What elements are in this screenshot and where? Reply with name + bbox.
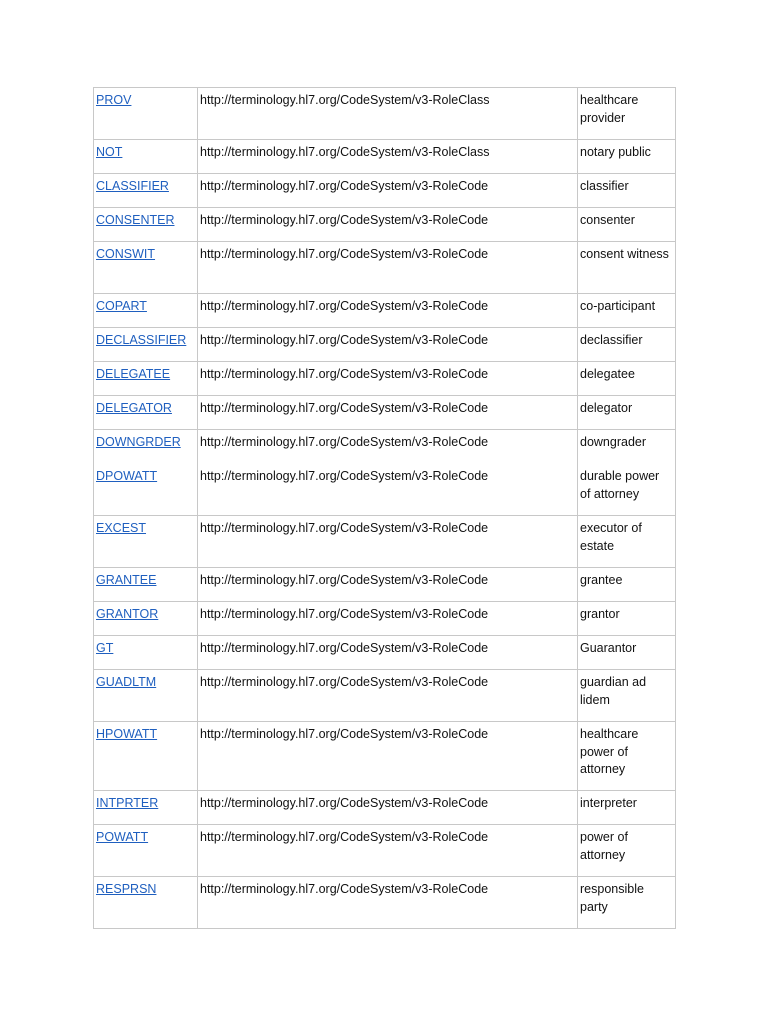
table-row: [94, 636, 676, 670]
display-cell: Guarantor: [578, 636, 676, 670]
table-row: [94, 722, 676, 791]
table-row: [94, 791, 676, 825]
code-link[interactable]: GUADLTM: [96, 675, 157, 689]
display-cell: notary public: [578, 140, 676, 174]
code-cell: [94, 88, 198, 140]
display-cell: healthcare provider: [578, 88, 676, 140]
system-cell: http://terminology.hl7.org/CodeSystem/v3-RoleCode: [198, 396, 578, 430]
display-cell: interpreter: [578, 791, 676, 825]
table-row: [94, 208, 676, 242]
code-cell: [94, 568, 198, 602]
code-cell: [94, 328, 198, 362]
display-cell: executor of estate: [578, 516, 676, 568]
role-code-table: [93, 87, 676, 929]
table-row: [94, 328, 676, 362]
code-link[interactable]: NOT: [96, 145, 123, 159]
system-cell: http://terminology.hl7.org/CodeSystem/v3-RoleCode: [198, 670, 578, 722]
code-cell: [94, 294, 198, 328]
document-page: [93, 87, 675, 929]
code-link[interactable]: DPOWATT: [96, 469, 158, 483]
display-cell: power of attorney: [578, 825, 676, 877]
code-link[interactable]: GT: [96, 641, 114, 655]
display-cell: co-participant: [578, 294, 676, 328]
display-cell: delegatee: [578, 362, 676, 396]
system-cell: http://terminology.hl7.org/CodeSystem/v3-RoleCode: [198, 362, 578, 396]
table-row: [94, 88, 676, 140]
code-link[interactable]: EXCEST: [96, 521, 147, 535]
table-row: [94, 568, 676, 602]
table-row: [94, 396, 676, 430]
system-cell: http://terminology.hl7.org/CodeSystem/v3-RoleClass: [198, 140, 578, 174]
system-cell: http://terminology.hl7.org/CodeSystem/v3-RoleCode: [198, 568, 578, 602]
table-row: [94, 670, 676, 722]
table-row: [94, 516, 676, 568]
code-link[interactable]: CONSWIT: [96, 247, 156, 261]
display-cell: consent witness: [578, 242, 676, 294]
display-cell: delegator: [578, 396, 676, 430]
table-row: [94, 877, 676, 929]
table-row: [94, 430, 676, 464]
code-link[interactable]: POWATT: [96, 830, 149, 844]
display-cell: grantee: [578, 568, 676, 602]
display-cell: grantor: [578, 602, 676, 636]
display-cell: durable power of attorney: [578, 464, 676, 516]
code-cell: [94, 825, 198, 877]
code-link[interactable]: DELEGATEE: [96, 367, 171, 381]
code-link[interactable]: DELEGATOR: [96, 401, 172, 415]
code-link[interactable]: DOWNGRDER: [96, 435, 181, 449]
display-cell: guardian ad lidem: [578, 670, 676, 722]
code-link[interactable]: GRANTEE: [96, 573, 157, 587]
table-row: [94, 825, 676, 877]
code-link[interactable]: DECLASSIFIER: [96, 333, 187, 347]
code-cell: [94, 174, 198, 208]
system-cell: http://terminology.hl7.org/CodeSystem/v3-RoleCode: [198, 464, 578, 516]
system-cell: http://terminology.hl7.org/CodeSystem/v3-RoleCode: [198, 516, 578, 568]
table-row: [94, 140, 676, 174]
system-cell: http://terminology.hl7.org/CodeSystem/v3-RoleCode: [198, 430, 578, 464]
table-row: [94, 242, 676, 294]
code-cell: [94, 396, 198, 430]
system-cell: http://terminology.hl7.org/CodeSystem/v3-RoleCode: [198, 636, 578, 670]
system-cell: http://terminology.hl7.org/CodeSystem/v3-RoleCode: [198, 825, 578, 877]
system-cell: http://terminology.hl7.org/CodeSystem/v3-RoleCode: [198, 242, 578, 294]
system-cell: http://terminology.hl7.org/CodeSystem/v3-RoleCode: [198, 722, 578, 791]
display-cell: healthcare power of attorney: [578, 722, 676, 791]
code-link[interactable]: PROV: [96, 93, 132, 107]
table-row: [94, 464, 676, 516]
code-link[interactable]: CLASSIFIER: [96, 179, 169, 193]
display-cell: consenter: [578, 208, 676, 242]
table-row: [94, 174, 676, 208]
system-cell: http://terminology.hl7.org/CodeSystem/v3-RoleCode: [198, 208, 578, 242]
display-cell: downgrader: [578, 430, 676, 464]
code-cell: [94, 877, 198, 929]
system-cell: http://terminology.hl7.org/CodeSystem/v3-RoleCode: [198, 294, 578, 328]
table-row: [94, 362, 676, 396]
system-cell: http://terminology.hl7.org/CodeSystem/v3-RoleCode: [198, 877, 578, 929]
system-cell: http://terminology.hl7.org/CodeSystem/v3-RoleCode: [198, 602, 578, 636]
system-cell: http://terminology.hl7.org/CodeSystem/v3-RoleCode: [198, 328, 578, 362]
code-link[interactable]: GRANTOR: [96, 607, 159, 621]
code-link[interactable]: HPOWATT: [96, 727, 158, 741]
table-row: [94, 602, 676, 636]
table-row: [94, 294, 676, 328]
code-cell: [94, 670, 198, 722]
code-cell: [94, 242, 198, 294]
code-cell: [94, 602, 198, 636]
code-cell: [94, 430, 198, 464]
display-cell: declassifier: [578, 328, 676, 362]
display-cell: responsible party: [578, 877, 676, 929]
system-cell: http://terminology.hl7.org/CodeSystem/v3-RoleCode: [198, 174, 578, 208]
system-cell: http://terminology.hl7.org/CodeSystem/v3-RoleCode: [198, 791, 578, 825]
display-cell: classifier: [578, 174, 676, 208]
system-cell: http://terminology.hl7.org/CodeSystem/v3-RoleClass: [198, 88, 578, 140]
code-cell: [94, 791, 198, 825]
code-cell: [94, 636, 198, 670]
code-cell: [94, 362, 198, 396]
code-link[interactable]: COPART: [96, 299, 147, 313]
code-cell: [94, 140, 198, 174]
code-link[interactable]: CONSENTER: [96, 213, 175, 227]
code-cell: [94, 208, 198, 242]
code-cell: [94, 516, 198, 568]
code-link[interactable]: INTPRTER: [96, 796, 159, 810]
code-cell: [94, 464, 198, 516]
code-cell: [94, 722, 198, 791]
code-link[interactable]: RESPRSN: [96, 882, 157, 896]
